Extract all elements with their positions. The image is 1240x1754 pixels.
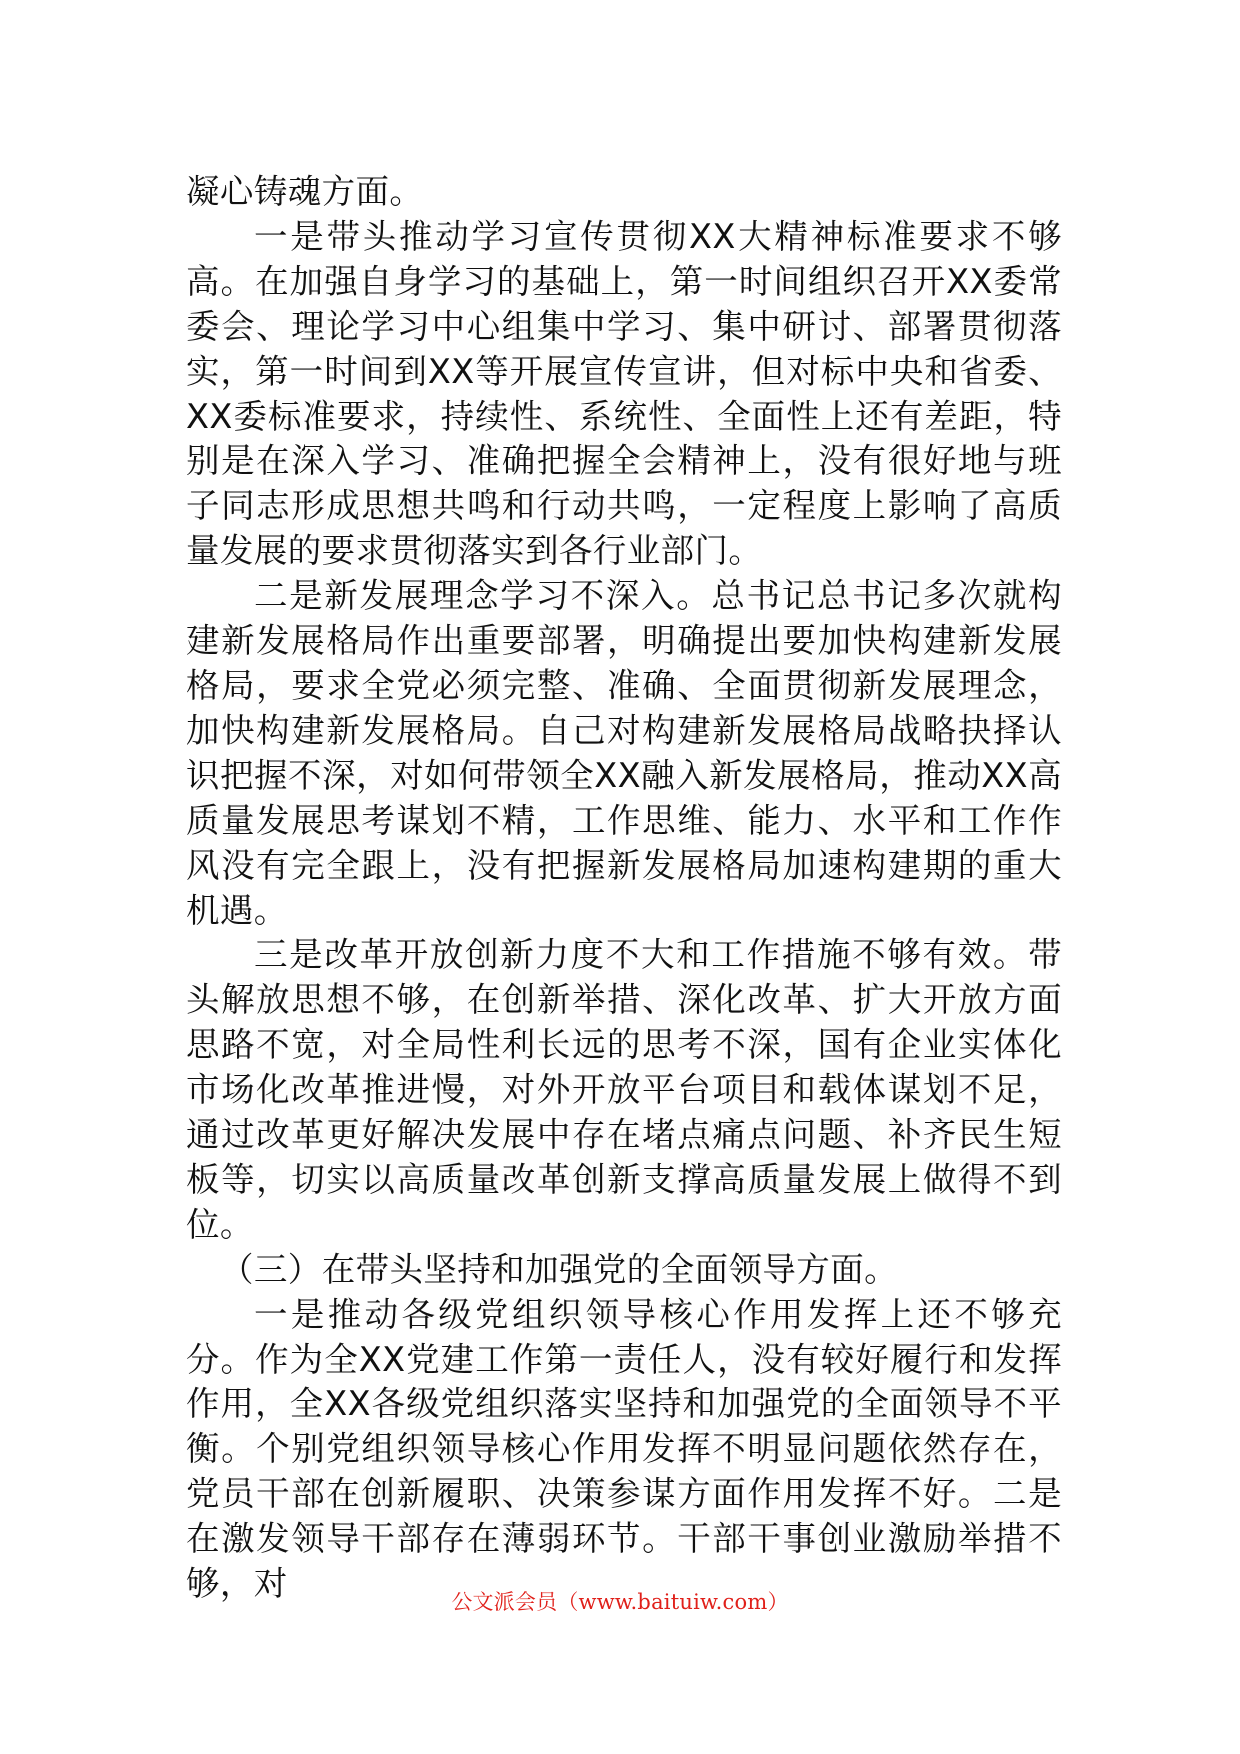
paragraph-continuation: 凝心铸魂方面。 (186, 172, 424, 211)
paragraph-item-leadership: 一是推动各级党组织领导核心作用发挥上还不够充分。作为全XX党建工作第一责任人，没有较好履行和发挥作用，全XX各级党组织落实坚持和加强党的全面领导不平衡。个别党组织领导核心作用发挥不明显问题依然存在，党员干部在创新履职、决策参谋方面作用发挥不好。二是在激发领导干部存在薄弱环节。干部干事创业激励举措不够，对 (186, 1294, 1062, 1604)
paragraph-item-one: 一是带头推动学习宣传贯彻XX大精神标准要求不够高。在加强自身学习的基础上，第一时间组织召开XX委常委会、理论学习中心组集中学习、集中研讨、部署贯彻落实，第一时间到XX等开展宣传宣讲，但对标中央和省委、XX委标准要求，持续性、系统性、全面性上还有差距，特别是在深入学习、准确把握全会精神上，没有很好地与班子同志形成思想共鸣和行动共鸣，一定程度上影响了高质量发展的要求贯彻落实到各行业部门。 (186, 216, 1062, 571)
paragraph-item-three: 三是改革开放创新力度不大和工作措施不够有效。带头解放思想不够，在创新举措、深化改革、扩大开放方面思路不宽，对全局性利长远的思考不深，国有企业实体化市场化改革推进慢，对外开放平台项目和载体谋划不足，通过改革更好解决发展中存在堵点痛点问题、补齐民生短板等，切实以高质量改革创新支撑高质量发展上做得不到位。 (186, 935, 1062, 1244)
footer-watermark: 公文派会员（www.baituiw.com） (451, 1590, 789, 1614)
document-body (186, 170, 1062, 1607)
section-heading: （三）在带头坚持和加强党的全面领导方面。 (220, 1249, 898, 1289)
paragraph-item-two: 二是新发展理念学习不深入。总书记总书记多次就构建新发展格局作出重要部署，明确提出要加快构建新发展格局，要求全党必须完整、准确、全面贯彻新发展理念，加快构建新发展格局。自己对构建新发展格局战略抉择认识把握不深，对如何带领全XX融入新发展格局，推动XX高质量发展思考谋划不精，工作思维、能力、水平和工作作风没有完全跟上，没有把握新发展格局加速构建期的重大机遇。 (186, 576, 1062, 930)
